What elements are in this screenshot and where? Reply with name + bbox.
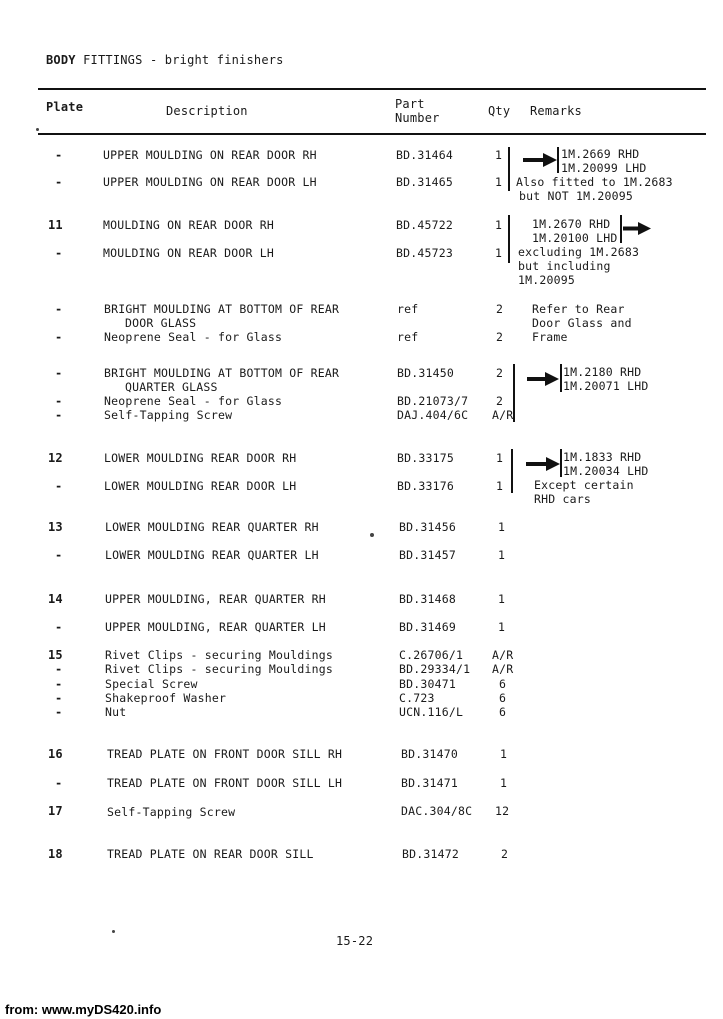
row-plate: 13 — [48, 520, 63, 534]
row-part-number: BD.31469 — [399, 620, 456, 634]
row-part-number: BD.21073/7 — [397, 394, 469, 408]
row-plate: - — [55, 620, 63, 634]
row-part-number: DAJ.404/6C — [397, 408, 469, 422]
row-qty: 6 — [499, 705, 507, 719]
row-qty: 2 — [496, 394, 504, 408]
remark-text: 1M.1833 RHD — [563, 450, 642, 464]
row-description: LOWER MOULDING REAR DOOR LH — [104, 479, 297, 493]
remark-text: 1M.2670 RHD — [532, 217, 611, 231]
row-part-number: BD.31465 — [396, 175, 453, 189]
row-description: Neoprene Seal - for Glass — [104, 330, 283, 344]
header-top-rule — [38, 88, 706, 90]
row-description: Rivet Clips - securing Mouldings — [105, 648, 333, 662]
row-plate: - — [55, 662, 63, 676]
row-plate: - — [55, 394, 63, 408]
row-description: UPPER MOULDING, REAR QUARTER RH — [105, 592, 326, 606]
row-description: UPPER MOULDING ON REAR DOOR LH — [103, 175, 317, 189]
row-plate: - — [55, 705, 63, 719]
row-plate: - — [55, 677, 63, 691]
row-part-number: DAC.304/8C — [401, 804, 473, 818]
row-part-number: C.26706/1 — [399, 648, 464, 662]
row-qty: 1 — [498, 548, 506, 562]
row-part-number: ref — [397, 302, 419, 316]
row-description: MOULDING ON REAR DOOR RH — [103, 218, 274, 232]
row-plate: - — [55, 479, 63, 493]
row-description: LOWER MOULDING REAR QUARTER LH — [105, 548, 319, 562]
row-description: Rivet Clips - securing Mouldings — [105, 662, 333, 676]
arrow-right-icon — [527, 372, 559, 386]
row-part-number: BD.31470 — [401, 747, 458, 761]
row-plate: - — [55, 366, 63, 380]
row-qty: A/R — [492, 662, 514, 676]
row-qty: 1 — [498, 620, 506, 634]
row-plate: - — [55, 548, 63, 562]
header-qty: Qty — [488, 104, 511, 118]
row-description: Nut — [105, 705, 127, 719]
row-qty: 1 — [495, 148, 503, 162]
remark-text: 1M.20100 LHD — [532, 231, 618, 245]
row-plate: 14 — [48, 592, 63, 606]
row-qty: 2 — [496, 366, 504, 380]
row-part-number: BD.33176 — [397, 479, 454, 493]
remark-text: but including — [518, 259, 611, 273]
qty-bracket-bar — [513, 364, 515, 422]
row-part-number: BD.31464 — [396, 148, 453, 162]
header-description: Description — [166, 104, 248, 118]
row-plate: - — [55, 302, 63, 316]
row-part-number: BD.31456 — [399, 520, 456, 534]
row-qty: 1 — [495, 175, 503, 189]
remarks-bracket-bar — [560, 364, 562, 392]
row-qty: 1 — [495, 218, 503, 232]
row-plate: - — [55, 330, 63, 344]
row-qty: A/R — [492, 648, 514, 662]
remark-text: 1M.20095 — [518, 273, 575, 287]
row-description: TREAD PLATE ON FRONT DOOR SILL RH — [107, 747, 343, 761]
header-bottom-rule — [38, 133, 706, 135]
row-description: LOWER MOULDING REAR QUARTER RH — [105, 520, 319, 534]
row-plate: 15 — [48, 648, 63, 662]
row-description: Shakeproof Washer — [105, 691, 227, 705]
header-part-line1: Part — [395, 97, 425, 111]
row-description: BRIGHT MOULDING AT BOTTOM OF REAR — [104, 366, 340, 380]
row-part-number: ref — [397, 330, 419, 344]
row-plate: - — [55, 246, 63, 260]
arrow-right-icon — [623, 222, 651, 235]
row-part-number: UCN.116/L — [399, 705, 464, 719]
row-qty: 1 — [495, 246, 503, 260]
row-plate: 11 — [48, 218, 63, 232]
row-qty: A/R — [492, 408, 514, 422]
page-title: BODY FITTINGS - bright finishers — [46, 53, 284, 67]
row-part-number: BD.31471 — [401, 776, 458, 790]
row-qty: 1 — [496, 451, 504, 465]
remark-text: 1M.20099 LHD — [561, 161, 647, 175]
remark-text: excluding 1M.2683 — [518, 245, 640, 259]
remark-text: 1M.20034 LHD — [563, 464, 649, 478]
row-plate: - — [55, 175, 63, 189]
row-part-number: BD.45722 — [396, 218, 453, 232]
remarks-bracket-bar — [560, 449, 562, 477]
remark-text: 1M.2669 RHD — [561, 147, 640, 161]
source-footer: from: www.myDS420.info — [5, 1002, 162, 1017]
row-qty: 6 — [499, 677, 507, 691]
row-qty: 1 — [500, 776, 508, 790]
row-plate: - — [55, 691, 63, 705]
arrow-right-icon — [523, 153, 557, 167]
remarks-bracket-bar — [620, 215, 622, 243]
remark-text: RHD cars — [534, 492, 591, 506]
row-description: LOWER MOULDING REAR DOOR RH — [104, 451, 297, 465]
page-number: 15-22 — [336, 934, 374, 948]
header-remarks: Remarks — [530, 104, 582, 118]
row-description: UPPER MOULDING ON REAR DOOR RH — [103, 148, 317, 162]
row-description-cont: QUARTER GLASS — [125, 380, 218, 394]
row-plate: 17 — [48, 804, 63, 818]
qty-bracket-bar — [508, 147, 510, 191]
row-description: MOULDING ON REAR DOOR LH — [103, 246, 274, 260]
row-description: Self-Tapping Screw — [107, 805, 236, 819]
row-part-number: C.723 — [399, 691, 435, 705]
row-description-cont: DOOR GLASS — [125, 316, 197, 330]
scan-speck — [370, 533, 374, 537]
row-description: Neoprene Seal - for Glass — [104, 394, 283, 408]
row-part-number: BD.31472 — [402, 847, 459, 861]
row-part-number: BD.29334/1 — [399, 662, 471, 676]
scan-speck — [36, 128, 39, 131]
remark-text: Frame — [532, 330, 568, 344]
row-description: BRIGHT MOULDING AT BOTTOM OF REAR — [104, 302, 340, 316]
remark-text: but NOT 1M.20095 — [519, 189, 633, 203]
row-qty: 1 — [500, 747, 508, 761]
row-plate: - — [55, 148, 63, 162]
remark-text: Except certain — [534, 478, 634, 492]
row-plate: 16 — [48, 747, 63, 761]
row-plate: 18 — [48, 847, 63, 861]
header-part-line2: Number — [395, 111, 440, 125]
row-qty: 6 — [499, 691, 507, 705]
row-description: UPPER MOULDING, REAR QUARTER LH — [105, 620, 326, 634]
row-description: TREAD PLATE ON REAR DOOR SILL — [107, 847, 314, 861]
row-qty: 1 — [496, 479, 504, 493]
header-plate: Plate — [46, 100, 84, 114]
row-part-number: BD.30471 — [399, 677, 456, 691]
row-plate: 12 — [48, 451, 63, 465]
qty-bracket-bar — [508, 215, 510, 263]
row-part-number: BD.31450 — [397, 366, 454, 380]
row-part-number: BD.45723 — [396, 246, 453, 260]
remarks-bracket-bar — [557, 147, 559, 173]
row-description: TREAD PLATE ON FRONT DOOR SILL LH — [107, 776, 343, 790]
remark-text: 1M.2180 RHD — [563, 365, 642, 379]
row-part-number: BD.31457 — [399, 548, 456, 562]
row-qty: 1 — [498, 592, 506, 606]
row-part-number: BD.31468 — [399, 592, 456, 606]
row-qty: 2 — [496, 330, 504, 344]
row-description: Self-Tapping Screw — [104, 408, 233, 422]
remark-text: Also fitted to 1M.2683 — [516, 175, 673, 189]
row-plate: - — [55, 776, 63, 790]
row-qty: 2 — [501, 847, 509, 861]
qty-bracket-bar — [511, 449, 513, 493]
row-qty: 12 — [495, 804, 510, 818]
row-qty: 1 — [498, 520, 506, 534]
scan-speck — [112, 930, 115, 933]
row-plate: - — [55, 408, 63, 422]
row-part-number: BD.33175 — [397, 451, 454, 465]
row-qty: 2 — [496, 302, 504, 316]
remark-text: Refer to Rear — [532, 302, 625, 316]
remark-text: Door Glass and — [532, 316, 632, 330]
row-description: Special Screw — [105, 677, 198, 691]
arrow-right-icon — [526, 457, 560, 471]
remark-text: 1M.20071 LHD — [563, 379, 649, 393]
